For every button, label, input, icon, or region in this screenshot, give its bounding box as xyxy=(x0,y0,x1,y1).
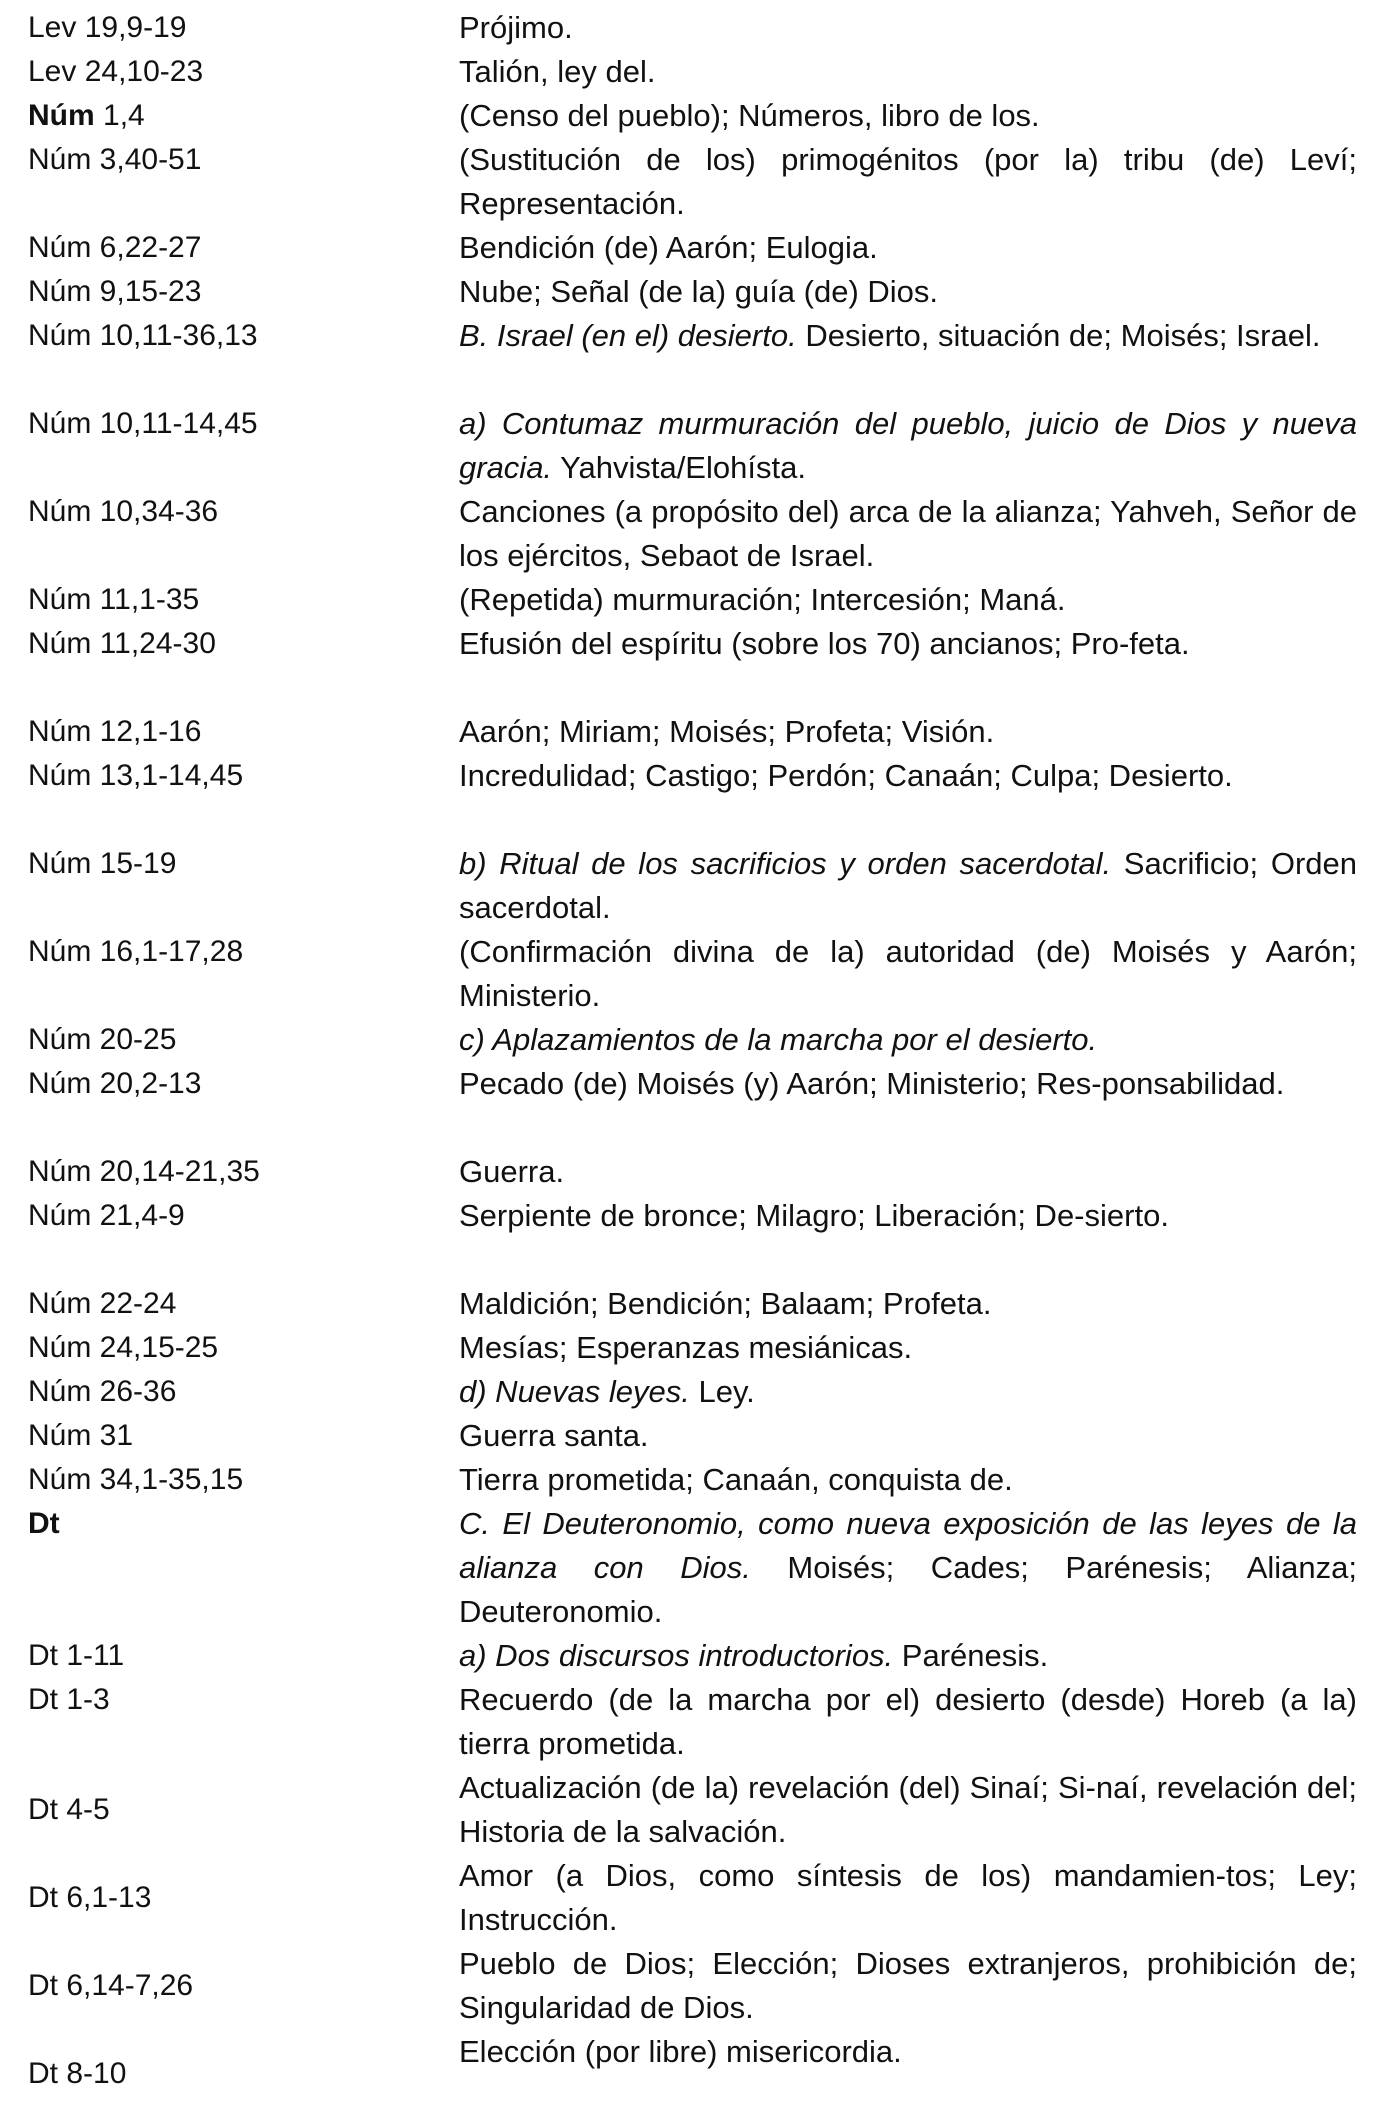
reference: Núm 34,1-35,15 xyxy=(28,1463,244,1496)
description-text: Moisés; Cades; Parénesis; Alianza; Deuteronomio. xyxy=(459,1550,1357,1629)
description: Canciones (a propósito del) arca de la alianza; Yahveh, Señor de los ejércitos, Sebaot de Israel. xyxy=(459,494,1357,573)
description: Tierra prometida; Canaán, conquista de. xyxy=(459,1462,1013,1497)
description: (Confirmación divina de la) autoridad (de) Moisés y Aarón; Ministerio. xyxy=(459,934,1357,1013)
reference: Núm 20,2-13 xyxy=(28,1067,202,1100)
reference: Lev 24,10-23 xyxy=(28,55,204,88)
description: Serpiente de bronce; Milagro; Liberación; De-sierto. xyxy=(459,1198,1169,1233)
description xyxy=(459,1634,1357,1678)
section-heading: B. Israel (en el) desierto. xyxy=(459,318,797,353)
section-heading: c) Aplazamientos de la marcha por el desierto. xyxy=(459,1022,1098,1057)
description-text: Yahvista/Elohísta. xyxy=(552,450,806,485)
reference: Dt 8-10 xyxy=(28,2057,127,2090)
section-heading: b) Ritual de los sacrificios y orden sacerdotal. xyxy=(459,846,1112,881)
description: Pueblo de Dios; Elección; Dioses extranjeros, prohibición de; Singularidad de Dios. xyxy=(459,1946,1357,2025)
reference: Núm 26-36 xyxy=(28,1375,177,1408)
reference: Dt 1-3 xyxy=(28,1683,110,1716)
book-abbreviation: Dt xyxy=(28,1507,60,1540)
description-text: Desierto, situación de; Moisés; Israel. xyxy=(796,318,1321,353)
reference: Núm 10,11-14,45 xyxy=(28,407,258,440)
description xyxy=(459,314,1357,358)
reference: Núm 6,22-27 xyxy=(28,231,202,264)
section-heading: a) Contumaz murmuración del pueblo, juicio de Dios y nueva gracia. xyxy=(459,406,1357,485)
reference: Núm 11,24-30 xyxy=(28,627,216,660)
reference: Dt 6,1-13 xyxy=(28,1881,152,1914)
reference: Dt 1-11 xyxy=(28,1639,125,1672)
description: (Sustitución de los) primogénitos (por la) tribu (de) Leví; Representación. xyxy=(459,142,1357,221)
description: Aarón; Miriam; Moisés; Profeta; Visión. xyxy=(459,714,995,749)
reference: Dt 4-5 xyxy=(28,1793,110,1826)
description: Amor (a Dios, como síntesis de los) mandamien-tos; Ley; Instrucción. xyxy=(459,1858,1357,1937)
reference: Núm 21,4-9 xyxy=(28,1199,185,1232)
description: Guerra santa. xyxy=(459,1418,649,1453)
book-abbreviation: Núm xyxy=(28,99,95,132)
description xyxy=(459,402,1357,490)
description: Prójimo. xyxy=(459,10,573,45)
description: (Repetida) murmuración; Intercesión; Maná. xyxy=(459,582,1066,617)
reference: Núm 13,1-14,45 xyxy=(28,759,244,792)
reference: Núm 3,40-51 xyxy=(28,143,202,176)
description: Elección (por libre) misericordia. xyxy=(459,2034,902,2069)
reference xyxy=(28,1502,60,1546)
description: Mesías; Esperanzas mesiánicas. xyxy=(459,1330,913,1365)
reference: Núm 10,11-36,13 xyxy=(28,319,258,352)
reference: Dt 6,14-7,26 xyxy=(28,1969,194,2002)
reference: Núm 22-24 xyxy=(28,1287,177,1320)
reference: Núm 20-25 xyxy=(28,1023,177,1056)
reference: Núm 10,34-36 xyxy=(28,495,219,528)
description: Pecado (de) Moisés (y) Aarón; Ministerio; Res-ponsabilidad. xyxy=(459,1066,1285,1101)
description: Maldición; Bendición; Balaam; Profeta. xyxy=(459,1286,992,1321)
description: Bendición (de) Aarón; Eulogia. xyxy=(459,230,878,265)
description: (Censo del pueblo); Números, libro de los. xyxy=(459,98,1040,133)
description: Recuerdo (de la marcha por el) desierto (desde) Horeb (a la) tierra prometida. xyxy=(459,1682,1357,1761)
description xyxy=(459,1502,1357,1634)
description xyxy=(459,1370,1357,1414)
description: Efusión del espíritu (sobre los 70) ancianos; Pro-feta. xyxy=(459,626,1190,661)
reference: Núm 31 xyxy=(28,1419,134,1452)
description-text: Parénesis. xyxy=(893,1638,1049,1673)
description: Guerra. xyxy=(459,1154,565,1189)
reference: Núm 20,14-21,35 xyxy=(28,1155,260,1188)
reference: Lev 19,9-19 xyxy=(28,11,187,44)
reference: Núm 11,1-35 xyxy=(28,583,200,616)
reference: Núm 16,1-17,28 xyxy=(28,935,244,968)
reference xyxy=(28,94,145,138)
reference: Núm 24,15-25 xyxy=(28,1331,219,1364)
description xyxy=(459,1018,1357,1062)
description xyxy=(459,842,1357,930)
description: Incredulidad; Castigo; Perdón; Canaán; Culpa; Desierto. xyxy=(459,758,1233,793)
description-text: Sacrificio; Orden sacerdotal. xyxy=(459,846,1357,925)
reference: Núm 15-19 xyxy=(28,847,177,880)
reference: Núm 9,15-23 xyxy=(28,275,202,308)
section-heading: a) Dos discursos introductorios. xyxy=(459,1638,894,1673)
description: Actualización (de la) revelación (del) Sinaí; Si-naí, revelación del; Historia de la salvación. xyxy=(459,1770,1357,1849)
section-heading: C. El Deuteronomio, como nueva exposición de las leyes de la alianza con Dios. xyxy=(459,1506,1357,1585)
section-heading: d) Nuevas leyes. xyxy=(459,1374,690,1409)
reference-numbers: 1,4 xyxy=(94,99,145,132)
reference: Núm 12,1-16 xyxy=(28,715,202,748)
description: Talión, ley del. xyxy=(459,54,656,89)
description: Nube; Señal (de la) guía (de) Dios. xyxy=(459,274,939,309)
description-text: Ley. xyxy=(689,1374,755,1409)
